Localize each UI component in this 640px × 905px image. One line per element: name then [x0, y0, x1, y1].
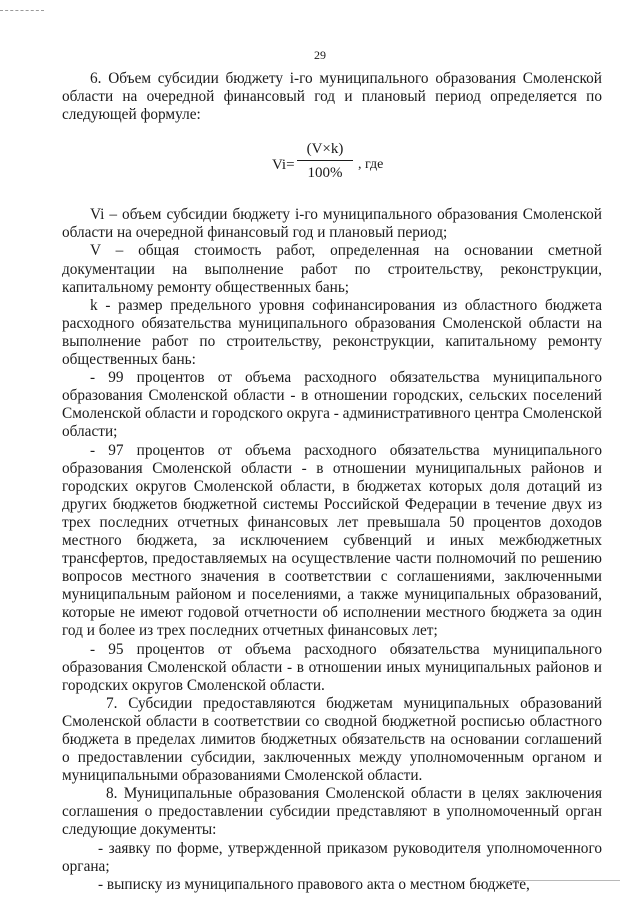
definition-k: k - размер предельного уровня софинансирования из областного бюджета расходного обязательства муниципального образования Смоленской области на выполнение работ по строительству, реконструкции, капитальному ремонту общественных бань: — [62, 296, 602, 369]
formula-fraction — [297, 140, 353, 182]
rate-97-item: - 97 процентов от объема расходного обязательства муниципального образования Смоленской области - в отношении муниципальных районов и городских округов Смоленской области, в бюджетах которых доля дотаций из других бюджетов бюджетной системы Российской Федерации в течение двух из трех последних отчетных финансовых лет превышала 50 процентов доходов местного бюджета, за исключением субвенций и иных межбюджетных трансфертов, предоставляемых на осуществление части полномочий по решению вопросов местного значения в соответствии с соглашениями, заключенными муниципальным районом и поселениями, а также муниципальных образований, которые не имеют годовой отчетности об исполнении местного бюджета за один год и более из трех последних отчетных финансовых лет; — [62, 441, 602, 640]
paragraph-7: 7. Субсидии предоставляются бюджетам муниципальных образований Смоленской области в соответствии со сводной бюджетной росписью областного бюджета в пределах лимитов бюджетных обязательств на основании соглашений о предоставлении субсидии, заключенных между уполномоченным органом и муниципальными образованиями Смоленской области. — [62, 694, 602, 785]
page-number: 29 — [314, 48, 326, 62]
subsidy-formula — [62, 138, 602, 194]
paragraph-8: 8. Муниципальные образования Смоленской области в целях заключения соглашения о предоставлении субсидии представляют в уполномоченный орган следующие документы: — [62, 785, 602, 839]
paragraph-6: 6. Объем субсидии бюджету i-го муниципального образования Смоленской области на очередной финансовый год и плановый период определяется по следующей формуле: — [62, 70, 602, 124]
document-body — [62, 70, 602, 894]
scan-edge-mark-bottom — [510, 880, 620, 881]
formula-lhs: Vi= — [272, 157, 295, 174]
formula-suffix: , где — [358, 157, 384, 173]
definition-v: V – общая стоимость работ, определенная на основании сметной документации на выполнение работ по строительству, реконструкции, капитальному ремонту общественных бань; — [62, 242, 602, 296]
scan-edge-mark — [0, 10, 44, 11]
rate-99-item: - 99 процентов от объема расходного обязательства муниципального образования Смоленской области - в отношении городских, сельских поселений Смоленской области и городского округа - административного центра Смоленской области; — [62, 369, 602, 441]
definition-vi: Vi – объем субсидии бюджету i-го муниципального образования Смоленской области на очередной финансовый год и плановый период; — [62, 206, 602, 242]
rate-95-item: - 95 процентов от объема расходного обязательства муниципального образования Смоленской области - в отношении иных муниципальных районов и городских округов Смоленской области. — [62, 640, 602, 694]
document-list-item-application: - заявку по форме, утвержденной приказом руководителя уполномоченного органа; — [62, 839, 602, 875]
document-list-item-budget-extract: - выписку из муниципального правового акта о местном бюджете, — [98, 875, 530, 893]
formula-numerator: (V×k) — [297, 140, 353, 161]
formula-denominator: 100% — [307, 165, 343, 182]
